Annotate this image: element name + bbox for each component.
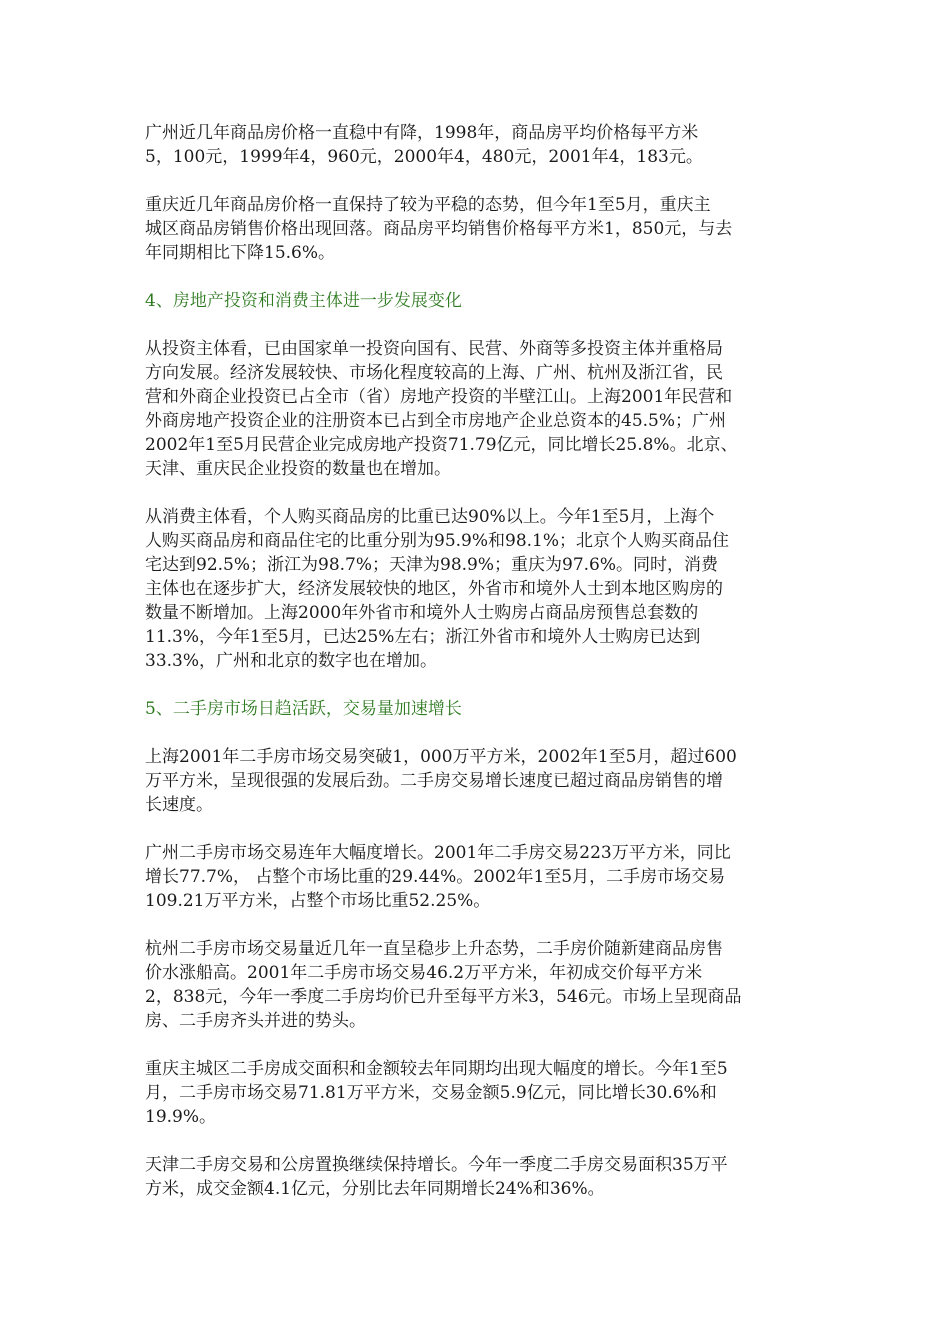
- paragraph-investment-subject: 从投资主体看，已由国家单一投资向国有、民营、外商等多投资主体并重格局 方向发展。经济发展较快、市场化程度较高的上海、广州、杭州及浙江省，民 营和外商企业投资已占全市（省）房地产投资的半壁江山。上海2001年民营和 外商房地产投资企业的注册资本已占到全市房地产企业总资本的45.5%；广州 2002年1至5月民营企业完成房地产投资71.79亿元，同比增长25.8%。北京、 天津、重庆民企业投资的数量也在增加。: [145, 339, 738, 479]
- paragraph-tianjin-secondhand: 天津二手房交易和公房置换继续保持增长。今年一季度二手房交易面积35万平 方米，成交金额4.1亿元，分别比去年同期增长24%和36%。: [145, 1155, 728, 1199]
- paragraph-guangzhou-secondhand: 广州二手房市场交易连年大幅度增长。2001年二手房交易223万平方米，同比 增长77.7%， 占整个市场比重的29.44%。2002年1至5月，二手房市场交易 109.21万平方米，占整个市场比重52.25%。: [145, 843, 731, 911]
- paragraph-consumption-subject: 从消费主体看，个人购买商品房的比重已达90%以上。今年1至5月，上海个 人购买商品房和商品住宅的比重分别为95.9%和98.1%；北京个人购买商品住 宅达到92.5%；浙江为98.7%；天津为98.9%；重庆为97.6%。同时，消费 主体也在逐步扩大，经济发展较快的地区，外省市和境外人士到本地区购房的 数量不断增加。上海2000年外省市和境外人士购房占商品房预售总套数的 11.3%，今年1至5月，已达25%左右；浙江外省市和境外人士购房已达到 33.3%，广州和北京的数字也在增加。: [145, 507, 730, 671]
- section-heading-5: 5、二手房市场日趋活跃，交易量加速增长: [145, 699, 462, 719]
- document-content: [145, 121, 810, 1225]
- paragraph-chongqing-secondhand: 重庆主城区二手房成交面积和金额较去年同期均出现大幅度的增长。今年1至5 月，二手房市场交易71.81万平方米，交易金额5.9亿元，同比增长30.6%和 19.9%。: [145, 1059, 728, 1127]
- paragraph-guangzhou-prices: 广州近几年商品房价格一直稳中有降，1998年，商品房平均价格每平方米 5，100元，1999年4，960元，2000年4，480元，2001年4，183元。: [145, 123, 703, 167]
- paragraph-chongqing-prices: 重庆近几年商品房价格一直保持了较为平稳的态势，但今年1至5月，重庆主 城区商品房销售价格出现回落。商品房平均销售价格每平方米1，850元，与去 年同期相比下降15.6%。: [145, 195, 733, 263]
- section-heading-4: 4、房地产投资和消费主体进一步发展变化: [145, 291, 462, 311]
- paragraph-shanghai-secondhand: 上海2001年二手房市场交易突破1，000万平方米，2002年1至5月，超过600 万平方米，呈现很强的发展后劲。二手房交易增长速度已超过商品房销售的增 长速度。: [145, 747, 737, 815]
- paragraph-hangzhou-secondhand: 杭州二手房市场交易量近几年一直呈稳步上升态势，二手房价随新建商品房售 价水涨船高。2001年二手房市场交易46.2万平方米，年初成交价每平方米 2，838元，今年一季度二手房均价已升至每平方米3，546元。市场上呈现商品 房、二手房齐头并进的势头。: [145, 939, 742, 1031]
